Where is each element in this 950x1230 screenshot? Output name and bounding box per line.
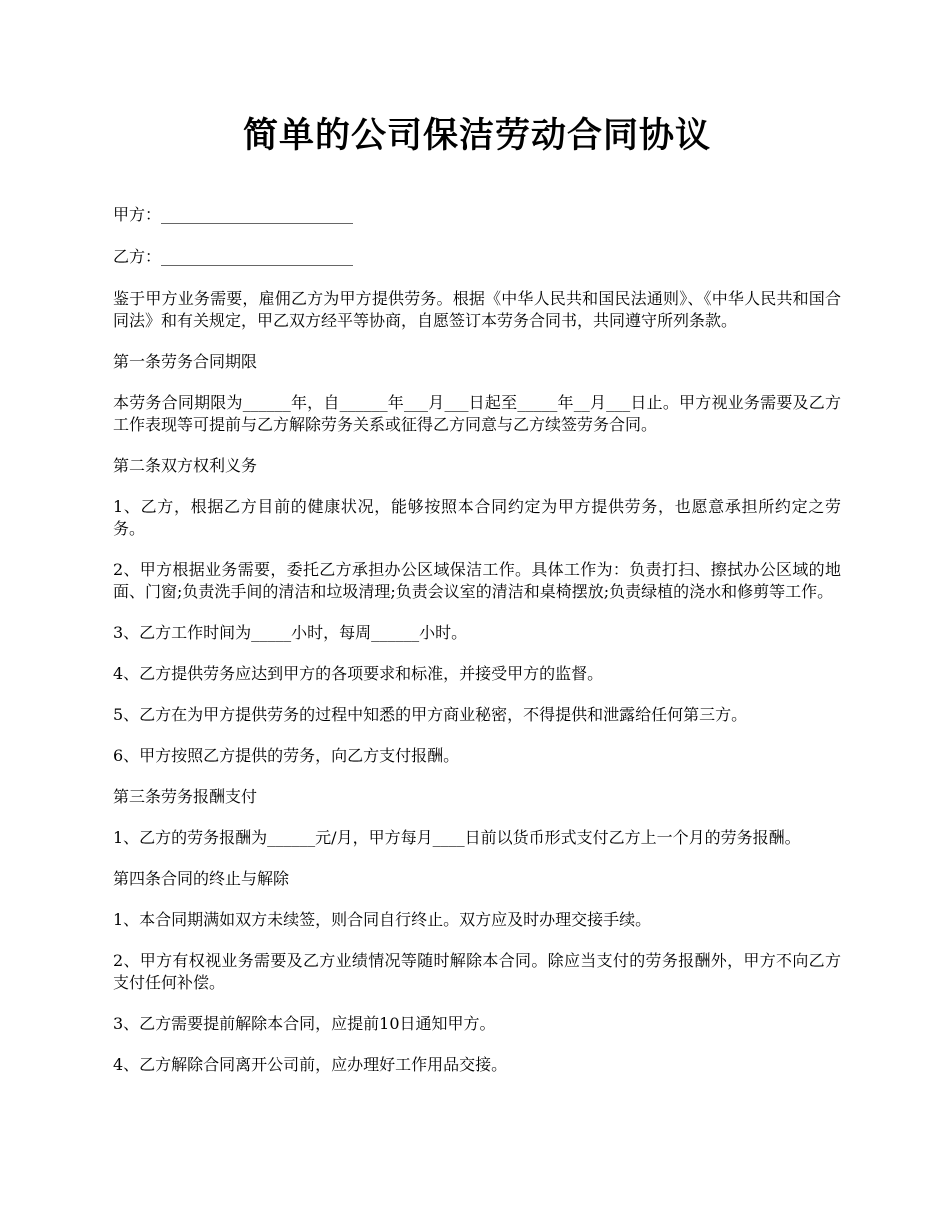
article-1-heading: 第一条劳务合同期限 xyxy=(113,352,258,371)
article-4-item-3: 3、乙方需要提前解除本合同，应提前10日通知甲方。 xyxy=(113,1014,496,1033)
article-4-item-2: 2、甲方有权视业务需要及乙方业绩情况等随时解除本合同。除应当支付的劳务报酬外，甲方不向乙方支付任何补偿。 xyxy=(113,951,841,992)
article-2-heading: 第二条双方权利义务 xyxy=(113,456,258,475)
article-2-item-6: 6、甲方按照乙方提供的劳务，向乙方支付报酬。 xyxy=(113,746,460,765)
preamble-paragraph: 鉴于甲方业务需要，雇佣乙方为甲方提供劳务。根据《中华人民共和国民法通则》、《中华人民共和国合同法》和有关规定，甲乙双方经平等协商，自愿签订本劳务合同书，共同遵守所列条款。 xyxy=(113,289,841,330)
article-2-item-2: 2、甲方根据业务需要，委托乙方承担办公区域保洁工作。具体工作为：负责打扫、擦拭办公区域的地面、门窗;负责洗手间的清洁和垃圾清理;负责会议室的清洁和桌椅摆放;负责绿植的浇水和修剪等工作。 xyxy=(113,560,841,601)
article-2-item-5: 5、乙方在为甲方提供劳务的过程中知悉的甲方商业秘密，不得提供和泄露给任何第三方。 xyxy=(113,705,748,724)
party-b-line: 乙方：________________________ xyxy=(113,247,354,266)
article-4-item-4: 4、乙方解除合同离开公司前，应办理好工作用品交接。 xyxy=(113,1055,508,1074)
article-2-item-1: 1、乙方，根据乙方目前的健康状况，能够按照本合同约定为甲方提供劳务，也愿意承担所约定之劳务。 xyxy=(113,497,841,538)
article-3-item-1: 1、乙方的劳务报酬为______元/月，甲方每月____日前以货币形式支付乙方上一个月的劳务报酬。 xyxy=(113,828,801,847)
article-1-body: 本劳务合同期限为______年，自______年___月___日起至_____年__月___日止。甲方视业务需要及乙方工作表现等可提前与乙方解除劳务关系或征得乙方同意与乙方续签劳务合同。 xyxy=(113,393,841,434)
party-a-line: 甲方：________________________ xyxy=(113,205,354,224)
article-3-heading: 第三条劳务报酬支付 xyxy=(113,787,258,806)
document-title: 简单的公司保洁劳动合同协议 xyxy=(242,115,711,156)
article-2-item-3: 3、乙方工作时间为_____小时，每周______小时。 xyxy=(113,623,468,642)
article-2-item-4: 4、乙方提供劳务应达到甲方的各项要求和标准，并接受甲方的监督。 xyxy=(113,664,604,683)
document-page xyxy=(113,112,841,1095)
article-4-item-1: 1、本合同期满如双方未续签，则合同自行终止。双方应及时办理交接手续。 xyxy=(113,910,652,929)
article-4-heading: 第四条合同的终止与解除 xyxy=(113,869,290,888)
